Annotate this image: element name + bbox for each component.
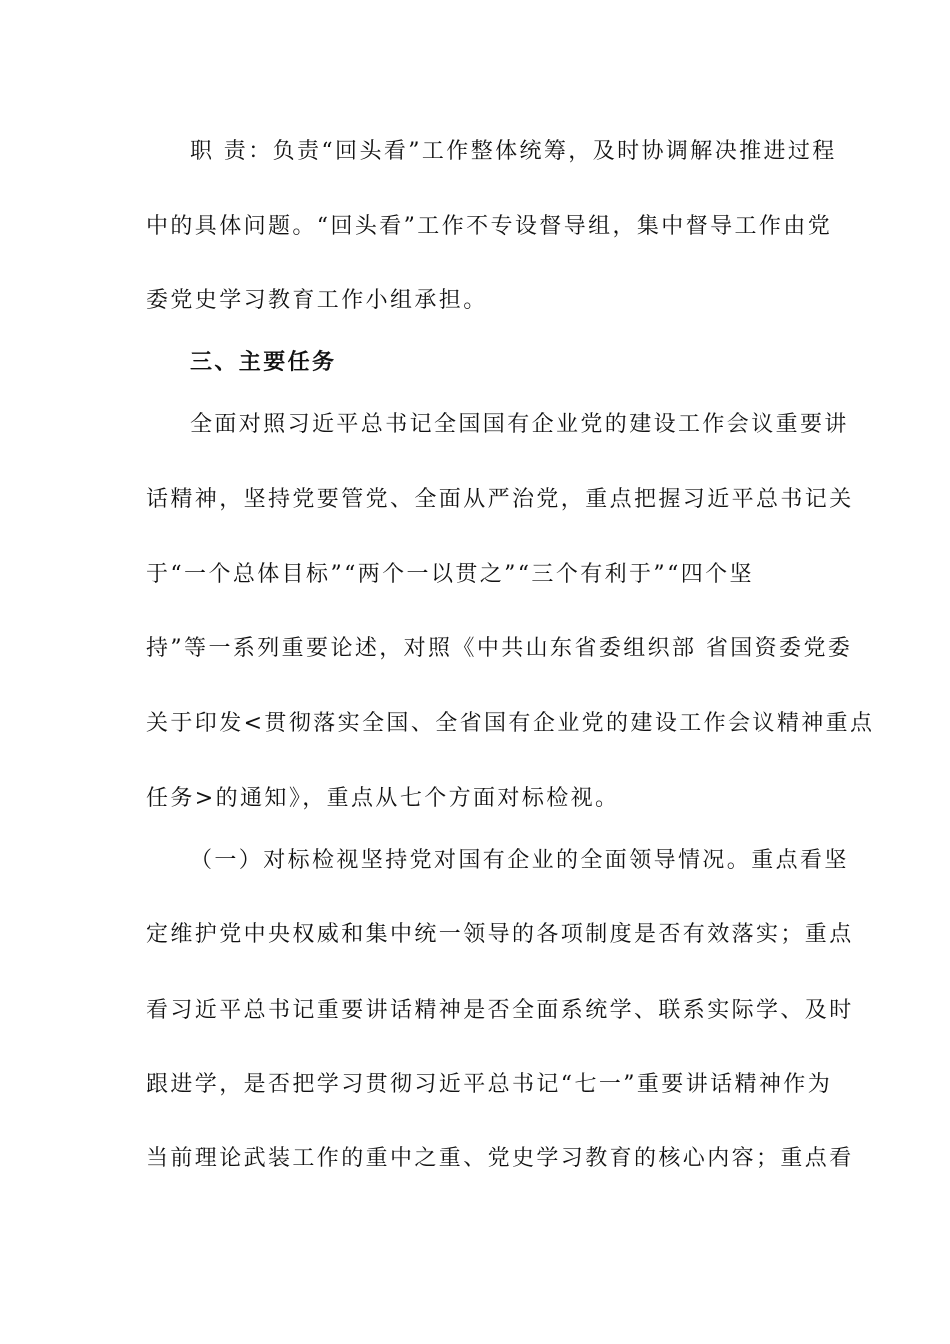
paragraph-line: 关于印发<贯彻落实全国、全省国有企业党的建设工作会议精神重点 [146, 711, 875, 736]
paragraph-line: 持”等一系列重要论述，对照《中共山东省委组织部 省国资委党委 [146, 636, 853, 661]
paragraph-line: 当前理论武装工作的重中之重、党史学习教育的核心内容；重点看 [146, 1146, 854, 1171]
paragraph-line: 看习近平总书记重要讲话精神是否全面系统学、联系实际学、及时 [146, 998, 854, 1023]
paragraph-line: （一）对标检视坚持党对国有企业的全面领导情况。重点看坚 [190, 848, 849, 873]
paragraph-line: 任务>的通知》，重点从七个方面对标检视。 [146, 786, 620, 811]
paragraph-line: 定维护党中央权威和集中统一领导的各项制度是否有效落实；重点 [146, 922, 854, 947]
paragraph-line: 中的具体问题。“回头看”工作不专设督导组，集中督导工作由党 [146, 214, 833, 239]
section-heading: 三、主要任务 [190, 350, 337, 375]
paragraph-line: 于“一个总体目标”“两个一以贯之”“三个有利于”“四个坚 [146, 562, 754, 587]
paragraph-line: 职 责：负责“回头看”工作整体统筹，及时协调解决推进过程 [190, 139, 837, 164]
paragraph-line: 跟进学，是否把学习贯彻习近平总书记“七一”重要讲话精神作为 [146, 1072, 833, 1097]
paragraph-line: 委党史学习教育工作小组承担。 [146, 288, 488, 313]
paragraph-line: 话精神，坚持党要管党、全面从严治党，重点把握习近平总书记关 [146, 487, 854, 512]
paragraph-line: 全面对照习近平总书记全国国有企业党的建设工作会议重要讲 [190, 412, 849, 437]
